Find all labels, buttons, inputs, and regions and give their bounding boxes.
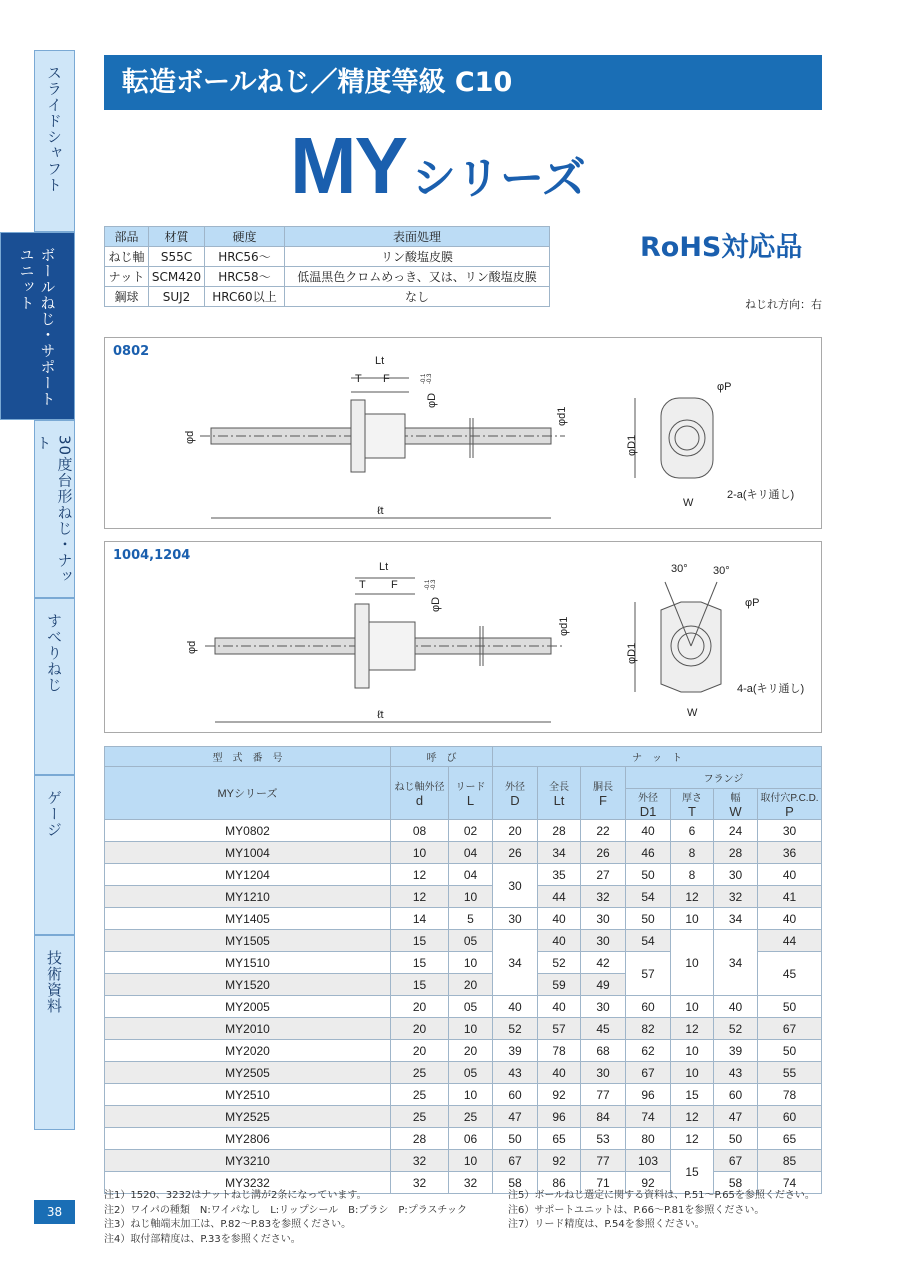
cell: HRC60以上 bbox=[205, 287, 285, 307]
cell: なし bbox=[285, 287, 550, 307]
note: 注3）ねじ軸端末加工は、P.82～P.83を参照ください。 bbox=[104, 1219, 352, 1230]
value-cell: 52 bbox=[538, 952, 581, 974]
value-cell: 58 bbox=[714, 1172, 758, 1194]
value-cell: 67 bbox=[714, 1150, 758, 1172]
dim-lt: ℓt bbox=[377, 505, 384, 517]
cell: HRC56～ bbox=[205, 247, 285, 267]
value-cell: 58 bbox=[493, 1172, 538, 1194]
header-flange: フランジ bbox=[626, 767, 822, 789]
value-cell: 40 bbox=[758, 908, 822, 930]
dim-D1: φD1 bbox=[626, 434, 638, 456]
note: 注1）1520、3232はナットねじ溝が2条になっています。 bbox=[104, 1190, 367, 1201]
value-cell: 60 bbox=[626, 996, 671, 1018]
col-jp: 幅 bbox=[730, 793, 741, 804]
value-cell: 10 bbox=[671, 930, 714, 996]
value-cell: 34 bbox=[714, 930, 758, 996]
value-cell: 8 bbox=[671, 842, 714, 864]
value-cell: 15 bbox=[671, 1084, 714, 1106]
table-row bbox=[105, 886, 822, 908]
col-jp: 取付穴P.C.D. bbox=[760, 793, 819, 804]
value-cell: 54 bbox=[626, 930, 671, 952]
value-cell: 30 bbox=[581, 996, 626, 1018]
model-cell: MY0802 bbox=[105, 820, 391, 842]
value-cell: 28 bbox=[538, 820, 581, 842]
table-row bbox=[105, 1018, 822, 1040]
dim-P: φP bbox=[745, 597, 760, 609]
value-cell: 67 bbox=[758, 1018, 822, 1040]
value-cell: 50 bbox=[626, 908, 671, 930]
col-D1 bbox=[626, 789, 671, 820]
value-cell: 45 bbox=[758, 952, 822, 996]
value-cell: 35 bbox=[538, 864, 581, 886]
value-cell: 26 bbox=[581, 842, 626, 864]
sidebar-tab-gauge[interactable] bbox=[34, 775, 75, 935]
materials-table bbox=[104, 226, 550, 307]
value-cell: 30 bbox=[581, 908, 626, 930]
dim-F: F bbox=[383, 373, 390, 385]
col-sym: D1 bbox=[639, 804, 657, 819]
col-T bbox=[671, 789, 714, 820]
value-cell: 96 bbox=[626, 1084, 671, 1106]
model-cell: MY2525 bbox=[105, 1106, 391, 1128]
value-cell: 52 bbox=[493, 1018, 538, 1040]
tab-label: スライドシャフト bbox=[45, 65, 63, 193]
dim-F: F bbox=[391, 579, 398, 591]
col-sym: T bbox=[688, 804, 696, 819]
sidebar-tab-slide-shaft[interactable] bbox=[34, 50, 75, 232]
value-cell: 65 bbox=[758, 1128, 822, 1150]
note: 注6）サポートユニットは、P.66～P.81を参照ください。 bbox=[508, 1204, 765, 1216]
note: 注5）ボールねじ選定に関する資料は、P.51～P.65を参照ください。 bbox=[508, 1190, 815, 1201]
col-W bbox=[714, 789, 758, 820]
col-sym: d bbox=[415, 793, 424, 808]
value-cell: 30 bbox=[714, 864, 758, 886]
model-cell: MY1210 bbox=[105, 886, 391, 908]
value-cell: 10 bbox=[449, 1018, 493, 1040]
dim-d1: φd1 bbox=[556, 406, 568, 426]
model-cell: MY2510 bbox=[105, 1084, 391, 1106]
drawing-panel-0802 bbox=[104, 337, 822, 529]
value-cell: 10 bbox=[671, 996, 714, 1018]
col-sym: D bbox=[510, 793, 520, 808]
note: 注7）リード精度は、P.54を参照ください。 bbox=[508, 1219, 705, 1230]
model-cell: MY3232 bbox=[105, 1172, 391, 1194]
col-Lt bbox=[538, 767, 581, 820]
sidebar-tab-technical[interactable] bbox=[34, 935, 75, 1130]
header-nut: ナ ッ ト bbox=[493, 747, 822, 767]
value-cell: 12 bbox=[391, 864, 449, 886]
model-cell: MY2005 bbox=[105, 996, 391, 1018]
header-model: 型 式 番 号 bbox=[105, 747, 391, 767]
value-cell: 86 bbox=[538, 1172, 581, 1194]
col-D bbox=[493, 767, 538, 820]
table-row bbox=[105, 1084, 822, 1106]
table-row bbox=[105, 996, 822, 1018]
page-number: 38 bbox=[34, 1200, 75, 1224]
model-cell: MY1520 bbox=[105, 974, 391, 996]
value-cell: 32 bbox=[714, 886, 758, 908]
value-cell: 20 bbox=[391, 1018, 449, 1040]
table-row bbox=[105, 287, 550, 307]
value-cell: 28 bbox=[714, 842, 758, 864]
value-cell: 67 bbox=[626, 1062, 671, 1084]
spec-table bbox=[104, 746, 822, 1194]
dim-D: φD bbox=[426, 392, 438, 408]
col-P bbox=[758, 789, 822, 820]
value-cell: 30 bbox=[493, 908, 538, 930]
ball-screw-drawing bbox=[105, 338, 821, 528]
dim-d1: φd1 bbox=[558, 616, 570, 636]
dim-T: T bbox=[355, 373, 362, 385]
value-cell: 60 bbox=[714, 1084, 758, 1106]
dim-W: W bbox=[687, 707, 698, 719]
value-cell: 05 bbox=[449, 1062, 493, 1084]
value-cell: 42 bbox=[581, 952, 626, 974]
dim-D1: φD1 bbox=[626, 642, 638, 664]
value-cell: 40 bbox=[538, 996, 581, 1018]
model-cell: MY1004 bbox=[105, 842, 391, 864]
value-cell: 25 bbox=[391, 1106, 449, 1128]
value-cell: 47 bbox=[714, 1106, 758, 1128]
value-cell: 82 bbox=[626, 1018, 671, 1040]
series-code: MY bbox=[290, 121, 406, 210]
value-cell: 12 bbox=[391, 886, 449, 908]
drawing-label: 1004,1204 bbox=[113, 548, 191, 563]
value-cell: 40 bbox=[714, 996, 758, 1018]
notes-left bbox=[104, 1189, 467, 1247]
tab-label: 30度台形ねじ・ナット bbox=[34, 435, 74, 585]
value-cell: 57 bbox=[538, 1018, 581, 1040]
model-cell: MY2505 bbox=[105, 1062, 391, 1084]
value-cell: 44 bbox=[538, 886, 581, 908]
dim-holes: 4-a(キリ通し) bbox=[737, 683, 805, 695]
value-cell: 25 bbox=[449, 1106, 493, 1128]
table-row bbox=[105, 820, 822, 842]
value-cell: 40 bbox=[538, 930, 581, 952]
value-cell: 6 bbox=[671, 820, 714, 842]
value-cell: 50 bbox=[626, 864, 671, 886]
table-row bbox=[105, 267, 550, 287]
dim-tol-upper: -0.1 bbox=[425, 579, 431, 590]
table-row bbox=[105, 842, 822, 864]
note: 注4）取付部精度は、P.33を参照ください。 bbox=[104, 1233, 301, 1245]
value-cell: 78 bbox=[758, 1084, 822, 1106]
col-jp: リード bbox=[455, 782, 486, 793]
col-sym: Lt bbox=[553, 793, 565, 808]
value-cell: 32 bbox=[391, 1172, 449, 1194]
cell: リン酸塩皮膜 bbox=[285, 247, 550, 267]
cell: S55C bbox=[149, 247, 205, 267]
value-cell: 27 bbox=[581, 864, 626, 886]
dim-P: φP bbox=[717, 381, 732, 393]
model-cell: MY2010 bbox=[105, 1018, 391, 1040]
value-cell: 20 bbox=[493, 820, 538, 842]
tab-label: ボールねじ・サポートユニット bbox=[17, 247, 57, 407]
dim-Lt: Lt bbox=[375, 355, 385, 367]
value-cell: 55 bbox=[758, 1062, 822, 1084]
value-cell: 5 bbox=[449, 908, 493, 930]
cell: 低温黒色クロムめっき、又は、リン酸塩皮膜 bbox=[285, 267, 550, 287]
value-cell: 84 bbox=[581, 1106, 626, 1128]
value-cell: 10 bbox=[671, 1062, 714, 1084]
col-jp: 胴長 bbox=[593, 782, 613, 793]
value-cell: 24 bbox=[714, 820, 758, 842]
model-cell: MY2020 bbox=[105, 1040, 391, 1062]
dim-d: φd bbox=[184, 430, 196, 444]
table-row bbox=[105, 1040, 822, 1062]
col-jp: 外径 bbox=[638, 793, 658, 804]
model-cell: MY1510 bbox=[105, 952, 391, 974]
dim-lt: ℓt bbox=[377, 709, 384, 721]
value-cell: 04 bbox=[449, 842, 493, 864]
table-row bbox=[105, 1062, 822, 1084]
dim-tol-upper: -0.1 bbox=[421, 373, 427, 384]
value-cell: 43 bbox=[714, 1062, 758, 1084]
value-cell: 10 bbox=[671, 1040, 714, 1062]
col-sym: L bbox=[466, 793, 475, 808]
value-cell: 15 bbox=[391, 930, 449, 952]
tab-label: 技術資料 bbox=[45, 950, 63, 1014]
value-cell: 34 bbox=[714, 908, 758, 930]
model-cell: MY1505 bbox=[105, 930, 391, 952]
value-cell: 40 bbox=[538, 1062, 581, 1084]
value-cell: 32 bbox=[449, 1172, 493, 1194]
twist-direction: ねじれ方向：右 bbox=[745, 298, 822, 311]
col-sym: F bbox=[599, 793, 607, 808]
value-cell: 02 bbox=[449, 820, 493, 842]
page-title: 転造ボールねじ／精度等級 C10 bbox=[104, 55, 822, 110]
col-F bbox=[581, 767, 626, 820]
value-cell: 32 bbox=[581, 886, 626, 908]
value-cell: 8 bbox=[671, 864, 714, 886]
value-cell: 40 bbox=[538, 908, 581, 930]
value-cell: 28 bbox=[391, 1128, 449, 1150]
col-jp: 厚さ bbox=[682, 793, 702, 804]
value-cell: 15 bbox=[671, 1150, 714, 1194]
value-cell: 50 bbox=[758, 996, 822, 1018]
value-cell: 36 bbox=[758, 842, 822, 864]
value-cell: 10 bbox=[449, 1084, 493, 1106]
value-cell: 20 bbox=[391, 996, 449, 1018]
drawing-panel-1004-1204 bbox=[104, 541, 822, 733]
value-cell: 10 bbox=[449, 952, 493, 974]
col-d bbox=[391, 767, 449, 820]
value-cell: 20 bbox=[391, 1040, 449, 1062]
value-cell: 85 bbox=[758, 1150, 822, 1172]
value-cell: 08 bbox=[391, 820, 449, 842]
value-cell: 62 bbox=[626, 1040, 671, 1062]
value-cell: 10 bbox=[449, 1150, 493, 1172]
cell: HRC58～ bbox=[205, 267, 285, 287]
value-cell: 26 bbox=[493, 842, 538, 864]
dim-angle-2: 30° bbox=[713, 565, 730, 577]
value-cell: 34 bbox=[538, 842, 581, 864]
value-cell: 15 bbox=[391, 952, 449, 974]
col-jp: 外径 bbox=[505, 782, 525, 793]
tab-label: すべりねじ bbox=[45, 613, 63, 693]
col-L bbox=[449, 767, 493, 820]
dim-angle-1: 30° bbox=[671, 563, 688, 575]
value-cell: 14 bbox=[391, 908, 449, 930]
dim-holes: 2-a(キリ通し) bbox=[727, 489, 795, 501]
value-cell: 34 bbox=[493, 930, 538, 996]
value-cell: 67 bbox=[493, 1150, 538, 1172]
value-cell: 57 bbox=[626, 952, 671, 996]
table-row bbox=[105, 1128, 822, 1150]
value-cell: 12 bbox=[671, 1018, 714, 1040]
table-row bbox=[105, 930, 822, 952]
dim-d: φd bbox=[186, 640, 198, 654]
notes-right bbox=[508, 1189, 815, 1233]
value-cell: 47 bbox=[493, 1106, 538, 1128]
value-cell: 60 bbox=[758, 1106, 822, 1128]
header-series: MYシリーズ bbox=[105, 767, 391, 820]
value-cell: 96 bbox=[538, 1106, 581, 1128]
value-cell: 15 bbox=[391, 974, 449, 996]
table-row bbox=[105, 908, 822, 930]
value-cell: 59 bbox=[538, 974, 581, 996]
value-cell: 05 bbox=[449, 996, 493, 1018]
spec-table-body bbox=[105, 820, 822, 1194]
value-cell: 50 bbox=[758, 1040, 822, 1062]
note: 注2）ワイパの種類 N:ワイパなし L:リップシール B:ブラシ P:プラスチック bbox=[104, 1204, 467, 1216]
col-jp: ねじ軸外径 bbox=[394, 782, 445, 793]
value-cell: 06 bbox=[449, 1128, 493, 1150]
series-suffix: シリーズ bbox=[412, 153, 586, 204]
value-cell: 05 bbox=[449, 930, 493, 952]
sidebar-tab-sliding-screw[interactable] bbox=[34, 598, 75, 775]
dim-tol-lower: -0.3 bbox=[431, 579, 437, 590]
col-sym: W bbox=[729, 804, 742, 819]
model-cell: MY2806 bbox=[105, 1128, 391, 1150]
table-row bbox=[105, 1106, 822, 1128]
value-cell: 25 bbox=[391, 1062, 449, 1084]
value-cell: 49 bbox=[581, 974, 626, 996]
value-cell: 12 bbox=[671, 1128, 714, 1150]
value-cell: 92 bbox=[626, 1172, 671, 1194]
sidebar-tab-trapezoidal[interactable] bbox=[34, 420, 75, 598]
value-cell: 12 bbox=[671, 1106, 714, 1128]
value-cell: 25 bbox=[391, 1084, 449, 1106]
value-cell: 54 bbox=[626, 886, 671, 908]
dim-tol-lower: -0.3 bbox=[427, 373, 433, 384]
col-header: 表面処理 bbox=[285, 227, 550, 247]
value-cell: 40 bbox=[493, 996, 538, 1018]
value-cell: 74 bbox=[626, 1106, 671, 1128]
value-cell: 77 bbox=[581, 1084, 626, 1106]
value-cell: 20 bbox=[449, 974, 493, 996]
sidebar-tab-ball-screw[interactable] bbox=[0, 232, 75, 420]
dim-W: W bbox=[683, 497, 694, 509]
rohs-badge: RoHS対応品 bbox=[640, 232, 803, 263]
value-cell: 68 bbox=[581, 1040, 626, 1062]
value-cell: 32 bbox=[391, 1150, 449, 1172]
value-cell: 53 bbox=[581, 1128, 626, 1150]
value-cell: 71 bbox=[581, 1172, 626, 1194]
value-cell: 80 bbox=[626, 1128, 671, 1150]
value-cell: 46 bbox=[626, 842, 671, 864]
value-cell: 10 bbox=[671, 908, 714, 930]
header-nominal: 呼 び bbox=[391, 747, 493, 767]
value-cell: 44 bbox=[758, 930, 822, 952]
model-cell: MY1405 bbox=[105, 908, 391, 930]
value-cell: 52 bbox=[714, 1018, 758, 1040]
value-cell: 12 bbox=[671, 886, 714, 908]
col-header: 材質 bbox=[149, 227, 205, 247]
series-title bbox=[290, 120, 586, 212]
value-cell: 10 bbox=[449, 886, 493, 908]
model-cell: MY1204 bbox=[105, 864, 391, 886]
value-cell: 20 bbox=[449, 1040, 493, 1062]
table-row bbox=[105, 1150, 822, 1172]
cell: SUJ2 bbox=[149, 287, 205, 307]
value-cell: 45 bbox=[581, 1018, 626, 1040]
value-cell: 74 bbox=[758, 1172, 822, 1194]
value-cell: 65 bbox=[538, 1128, 581, 1150]
value-cell: 30 bbox=[758, 820, 822, 842]
value-cell: 30 bbox=[493, 864, 538, 908]
tab-label: ゲージ bbox=[45, 790, 63, 838]
value-cell: 04 bbox=[449, 864, 493, 886]
value-cell: 50 bbox=[714, 1128, 758, 1150]
drawing-label: 0802 bbox=[113, 344, 150, 359]
value-cell: 22 bbox=[581, 820, 626, 842]
cell: ナット bbox=[105, 267, 149, 287]
value-cell: 78 bbox=[538, 1040, 581, 1062]
model-cell: MY3210 bbox=[105, 1150, 391, 1172]
col-header: 部品 bbox=[105, 227, 149, 247]
dim-T: T bbox=[359, 579, 366, 591]
value-cell: 39 bbox=[714, 1040, 758, 1062]
col-header: 硬度 bbox=[205, 227, 285, 247]
value-cell: 40 bbox=[626, 820, 671, 842]
value-cell: 92 bbox=[538, 1084, 581, 1106]
cell: SCM420 bbox=[149, 267, 205, 287]
dim-Lt: Lt bbox=[379, 561, 389, 573]
value-cell: 30 bbox=[581, 930, 626, 952]
cell: 鋼球 bbox=[105, 287, 149, 307]
value-cell: 77 bbox=[581, 1150, 626, 1172]
cell: ねじ軸 bbox=[105, 247, 149, 267]
value-cell: 41 bbox=[758, 886, 822, 908]
value-cell: 43 bbox=[493, 1062, 538, 1084]
value-cell: 92 bbox=[538, 1150, 581, 1172]
col-sym: P bbox=[785, 804, 794, 819]
table-row bbox=[105, 247, 550, 267]
col-jp: 全長 bbox=[549, 782, 569, 793]
value-cell: 30 bbox=[581, 1062, 626, 1084]
value-cell: 10 bbox=[391, 842, 449, 864]
ball-screw-drawing bbox=[105, 542, 821, 732]
value-cell: 39 bbox=[493, 1040, 538, 1062]
value-cell: 50 bbox=[493, 1128, 538, 1150]
value-cell: 60 bbox=[493, 1084, 538, 1106]
value-cell: 40 bbox=[758, 864, 822, 886]
table-row bbox=[105, 864, 822, 886]
value-cell: 103 bbox=[626, 1150, 671, 1172]
dim-D: φD bbox=[430, 596, 442, 612]
